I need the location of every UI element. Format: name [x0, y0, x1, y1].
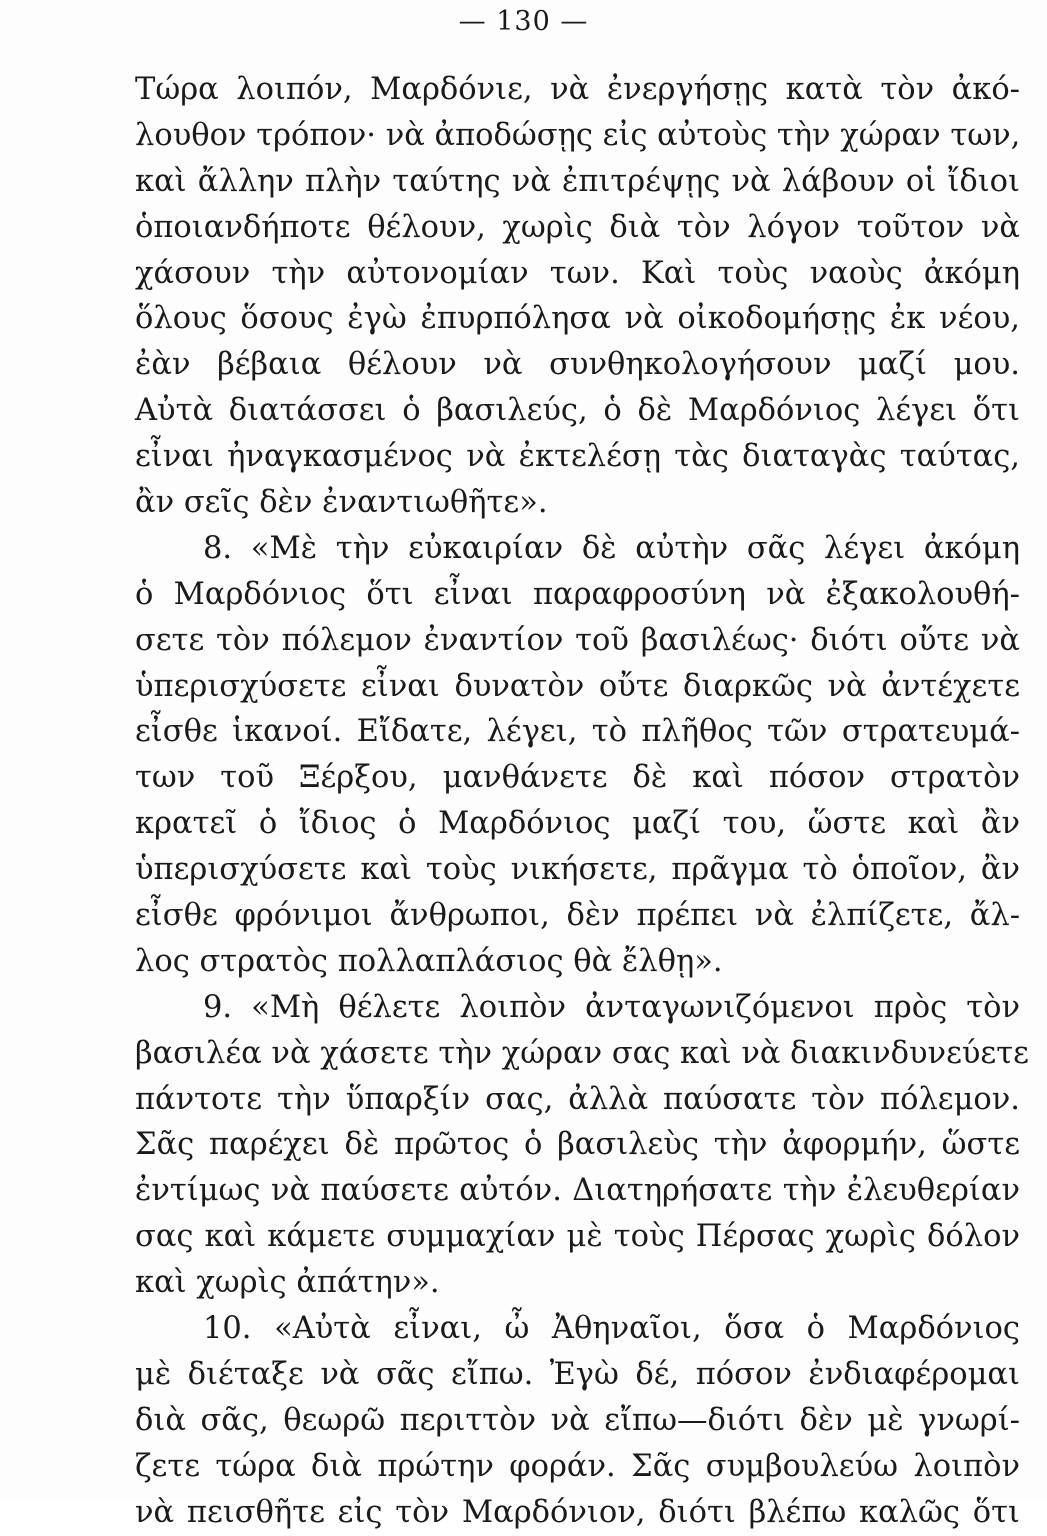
- text-line: ἂν σεῖς δὲν ἐναντιωθῆτε».: [135, 485, 548, 521]
- text-line: Αὐτὰ διατάσσει ὁ βασιλεύς, ὁ δὲ Μαρδόνιος λέγει ὅτι: [135, 393, 1020, 429]
- paragraph-start-8: 8. «Μὲ τὴν εὐκαιρίαν δὲ αὐτὴν σᾶς λέγει ἀκόμη: [203, 530, 1020, 566]
- text-line: σας καὶ κάμετε συμμαχίαν μὲ τοὺς Πέρσας χωρὶς δόλον: [135, 1219, 1020, 1255]
- text-line: χάσουν τὴν αὐτονομίαν των. Καὶ τοὺς ναοὺς ἀκόμη: [135, 255, 1020, 291]
- text-line: λουθον τρόπον· νὰ ἀποδώσῃς εἰς αὐτοὺς τὴν χώραν των,: [135, 117, 1021, 153]
- text-line: Σᾶς παρέχει δὲ πρῶτος ὁ βασιλεὺς τὴν ἀφορμήν, ὥστε: [135, 1127, 1020, 1163]
- paragraph-start-10: 10. «Αὐτὰ εἶναι, ὦ Ἀθηναῖοι, ὅσα ὁ Μαρδόνιος: [203, 1311, 1020, 1347]
- text-line: νὰ πεισθῆτε εἰς τὸν Μαρδόνιον, διότι βλέπω καλῶς ὅτι: [135, 1494, 1020, 1530]
- text-line: Τώρα λοιπόν, Μαρδόνιε, νὰ ἐνεργήσῃς κατὰ τὸν ἀκό-: [135, 72, 1020, 107]
- text-line: ὑπερισχύσετε εἶναι δυνατὸν οὔτε διαρκῶς νὰ ἀντέχετε: [135, 668, 1020, 704]
- text-line: ὑπερισχύσετε καὶ τοὺς νικήσετε, πρᾶγμα τὸ ὁποῖον, ἂν: [135, 852, 1020, 888]
- text-line: βασιλέα νὰ χάσετε τὴν χώραν σας καὶ νὰ διακινδυνεύετε: [135, 1035, 1029, 1071]
- text-line: εἶσθε ἱκανοί. Εἴδατε, λέγει, τὸ πλῆθος τῶν στρατευμά-: [135, 714, 1020, 750]
- text-line: εἶσθε φρόνιμοι ἄνθρωποι, δὲν πρέπει νὰ ἐλπίζετε, ἄλ-: [135, 898, 1020, 934]
- text-line: διὰ σᾶς, θεωρῶ περιττὸν νὰ εἴπω—διότι δὲν μὲ γνωρί-: [135, 1402, 1020, 1438]
- text-line: ζετε τώρα διὰ πρώτην φοράν. Σᾶς συμβουλεύω λοιπὸν: [135, 1448, 1020, 1484]
- page-number: — 130 —: [458, 6, 589, 37]
- text-line: μὲ διέταξε νὰ σᾶς εἴπω. Ἐγὼ δέ, πόσον ἐνδιαφέρομαι: [135, 1356, 1020, 1392]
- text-line: κρατεῖ ὁ ἴδιος ὁ Μαρδόνιος μαζί του, ὥστε καὶ ἂν: [135, 806, 1020, 842]
- text-line: εἶναι ἠναγκασμένος νὰ ἐκτελέσῃ τὰς διαταγὰς ταύτας,: [135, 439, 1020, 475]
- text-line: σετε τὸν πόλεμον ἐναντίον τοῦ βασιλέως· διότι οὔτε νὰ: [135, 622, 1020, 658]
- paragraph-start-9: 9. «Μὴ θέλετε λοιπὸν ἀνταγωνιζόμενοι πρὸς τὸν: [203, 989, 1020, 1025]
- text-line: ὁποιανδήποτε θέλουν, χωρὶς διὰ τὸν λόγον τοῦτον νὰ: [135, 209, 1020, 245]
- text-line: πάντοτε τὴν ὕπαρξίν σας, ἀλλὰ παύσατε τὸν πόλεμον.: [135, 1081, 1020, 1117]
- text-line: των τοῦ Ξέρξου, μανθάνετε δὲ καὶ πόσον στρατὸν: [135, 760, 1020, 796]
- text-line: καὶ ἄλλην πλὴν ταύτης νὰ ἐπιτρέψῃς νὰ λάβουν οἱ ἴδιοι: [135, 163, 1020, 199]
- text-line: ὁ Μαρδόνιος ὅτι εἶναι παραφροσύνη νὰ ἐξακολουθή-: [135, 576, 1020, 612]
- body-text: [135, 67, 1029, 1536]
- text-line: καὶ χωρὶς ἀπάτην».: [135, 1265, 440, 1301]
- text-line: λος στρατὸς πολλαπλάσιος θὰ ἔλθῃ».: [135, 943, 723, 979]
- text-line: ἐντίμως νὰ παύσετε αὐτόν. Διατηρήσατε τὴν ἐλευθερίαν: [135, 1173, 1020, 1209]
- text-line: ὅλους ὅσους ἐγὼ ἐπυρπόλησα νὰ οἰκοδομήσῃς ἐκ νέου,: [135, 301, 1020, 337]
- text-line: ἐὰν βέβαια θέλουν νὰ συνθηκολογήσουν μαζί μου.: [135, 347, 1020, 383]
